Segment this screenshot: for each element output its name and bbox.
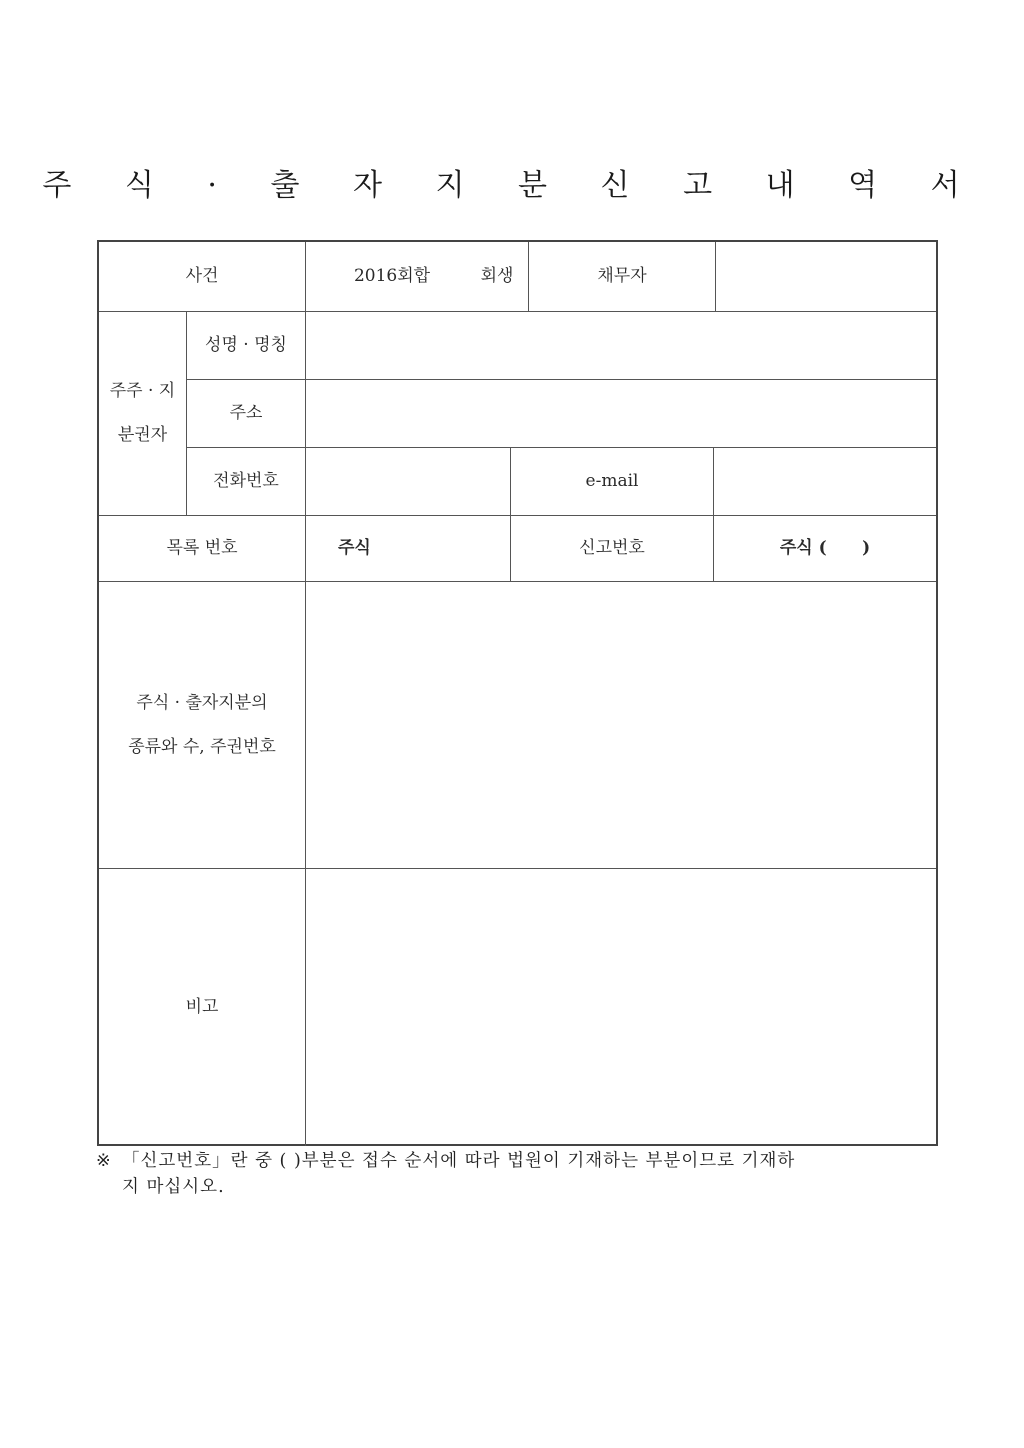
shares-label <box>99 582 305 868</box>
report-number-value[interactable]: 주식 ( ) <box>779 538 871 558</box>
report-number-label: 신고번호 <box>579 538 645 558</box>
remarks-label: 비고 <box>185 997 219 1017</box>
footnote-line2: 지 마십시오. <box>122 1177 225 1197</box>
shares-label-line2: 종류와 수, 주권번호 <box>128 737 276 757</box>
remarks-field[interactable] <box>306 869 936 1146</box>
name-label: 성명 · 명칭 <box>205 334 287 355</box>
list-number-label: 목록 번호 <box>166 538 238 558</box>
name-field[interactable] <box>306 311 936 379</box>
document-title: 주 식 · 출 자 지 분 신 고 내 역 서 <box>42 168 982 203</box>
holder-group-label-line1: 주주 · 지 <box>109 381 176 401</box>
footnote <box>96 1148 942 1200</box>
email-field[interactable] <box>714 448 936 515</box>
phone-label: 전화번호 <box>213 471 279 491</box>
debtor-label: 채무자 <box>597 266 647 286</box>
list-number-value[interactable]: 주식 <box>338 538 371 558</box>
debtor-field[interactable] <box>716 242 936 311</box>
report-form <box>97 240 938 1146</box>
case-label: 사건 <box>185 266 219 286</box>
holder-group-label-line2: 분권자 <box>117 425 168 445</box>
address-label: 주소 <box>229 403 263 423</box>
case-type: 회생 <box>480 266 514 286</box>
case-number: 2016회합 <box>353 266 431 286</box>
address-field[interactable] <box>306 380 936 447</box>
reference-mark-icon: ※ <box>96 1151 112 1171</box>
email-label: e-mail <box>585 471 639 491</box>
phone-field[interactable] <box>306 448 510 515</box>
holder-group-label <box>99 311 186 515</box>
shares-field[interactable] <box>306 582 936 868</box>
shares-label-line1: 주식 · 출자지분의 <box>136 693 268 713</box>
footnote-line1: 「신고번호」란 중 ( )부분은 접수 순서에 따라 법원이 기재하는 부분이므로 기재하 <box>122 1151 796 1171</box>
